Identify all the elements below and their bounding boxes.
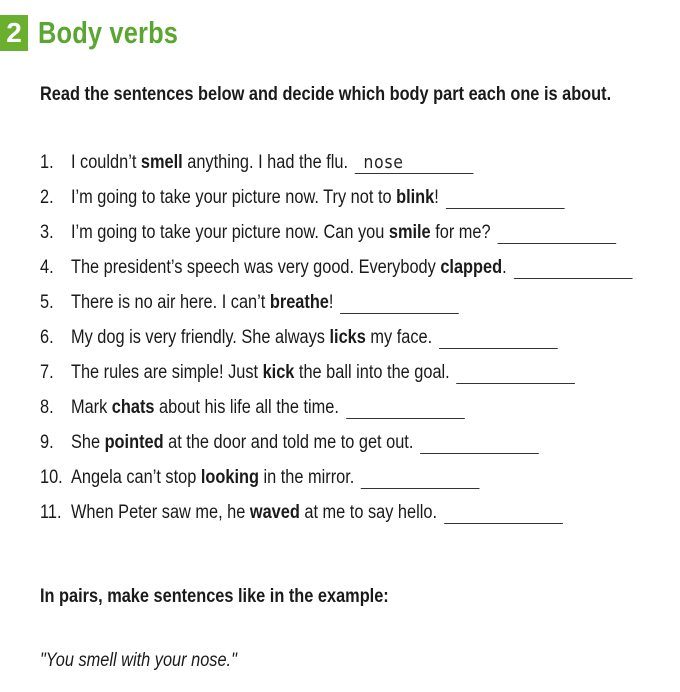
- item-number: 7.: [40, 361, 54, 383]
- sentence-part: anything. I had the flu.: [182, 151, 349, 173]
- verb-highlight: clapped: [440, 256, 503, 278]
- item-sentence: [71, 432, 413, 454]
- section-number-badge: 2: [0, 15, 28, 51]
- exercise-item: [40, 285, 680, 320]
- answer-blank[interactable]: [446, 190, 565, 209]
- item-number: 2.: [40, 186, 54, 208]
- item-sentence: [71, 257, 507, 279]
- exercise-item: [40, 425, 680, 460]
- item-sentence: [71, 397, 339, 419]
- exercise-item: [40, 495, 680, 530]
- sentence-part: in the mirror.: [258, 466, 355, 488]
- verb-highlight: blink: [396, 186, 435, 208]
- exercise-list: [40, 145, 680, 530]
- item-sentence: [71, 467, 354, 489]
- exercise-item: [40, 145, 680, 180]
- answer-blank[interactable]: [346, 400, 465, 419]
- sentence-part: at me to say hello.: [299, 501, 437, 523]
- answer-blank[interactable]: [439, 330, 558, 349]
- verb-highlight: chats: [111, 396, 155, 418]
- verb-highlight: pointed: [104, 431, 164, 453]
- sentence-part: my face.: [365, 326, 433, 348]
- answer-blank[interactable]: [361, 470, 480, 489]
- sentence-part: !: [434, 186, 439, 208]
- handwritten-answer: nose: [363, 151, 404, 173]
- item-sentence: [71, 362, 450, 384]
- answer-blank[interactable]: [514, 260, 633, 279]
- verb-highlight: smile: [388, 221, 431, 243]
- item-sentence: [71, 502, 437, 524]
- item-number: 3.: [40, 221, 54, 243]
- sentence-part: The rules are simple! Just: [70, 361, 263, 383]
- verb-highlight: waved: [249, 501, 300, 523]
- sentence-part: for me?: [430, 221, 491, 243]
- answer-blank[interactable]: [457, 365, 576, 384]
- sentence-part: !: [328, 291, 334, 313]
- sentence-part: My dog is very friendly. She always: [70, 326, 330, 348]
- verb-highlight: licks: [329, 326, 366, 348]
- verb-highlight: looking: [200, 466, 259, 488]
- item-number: 10.: [40, 466, 63, 488]
- exercise-item: [40, 320, 680, 355]
- item-number: 8.: [40, 396, 54, 418]
- sentence-part: She: [70, 431, 105, 453]
- sentence-part: the ball into the goal.: [294, 361, 450, 383]
- item-number: 6.: [40, 326, 54, 348]
- sentence-part: There is no air here. I can’t: [70, 291, 270, 313]
- item-number: 11.: [40, 501, 62, 523]
- item-sentence: [71, 152, 348, 174]
- answer-blank[interactable]: [444, 505, 563, 524]
- sentence-part: .: [502, 256, 507, 278]
- exercise-item: [40, 180, 680, 215]
- answer-blank[interactable]: [420, 435, 539, 454]
- sentence-part: The president’s speech was very good. Everybody: [70, 256, 441, 278]
- sentence-part: Mark: [70, 396, 112, 418]
- verb-highlight: breathe: [269, 291, 329, 313]
- verb-highlight: smell: [140, 151, 183, 173]
- sentence-part: I’m going to take your picture now. Try not to: [70, 186, 397, 208]
- exercise-item: [40, 355, 680, 390]
- section-header: [0, 14, 209, 52]
- sentence-part: Angela can’t stop: [70, 466, 201, 488]
- item-number: 1.: [40, 151, 54, 173]
- pairs-instruction: In pairs, make sentences like in the example:: [40, 586, 389, 607]
- verb-highlight: kick: [262, 361, 295, 383]
- item-number: 4.: [40, 256, 54, 278]
- item-number: 9.: [40, 431, 54, 453]
- sentence-part: about his life all the time.: [154, 396, 339, 418]
- answer-blank[interactable]: [355, 151, 474, 174]
- section-title: Body verbs: [38, 15, 179, 50]
- answer-blank[interactable]: [497, 225, 616, 244]
- sentence-part: I’m going to take your picture now. Can you: [70, 221, 389, 243]
- item-number: 5.: [40, 291, 54, 313]
- item-sentence: [71, 222, 491, 244]
- sentence-part: When Peter saw me, he: [70, 501, 250, 523]
- exercise-item: [40, 390, 680, 425]
- example-sentence: "You smell with your nose.": [40, 650, 237, 671]
- sentence-part: at the door and told me to get out.: [163, 431, 414, 453]
- item-sentence: [71, 327, 432, 349]
- item-sentence: [71, 187, 439, 209]
- sentence-part: I couldn’t: [70, 151, 141, 173]
- answer-blank[interactable]: [340, 295, 459, 314]
- instruction-text: Read the sentences below and decide which body part each one is about.: [40, 84, 612, 105]
- exercise-item: [40, 250, 680, 285]
- item-sentence: [71, 292, 333, 314]
- exercise-item: [40, 460, 680, 495]
- exercise-item: [40, 215, 680, 250]
